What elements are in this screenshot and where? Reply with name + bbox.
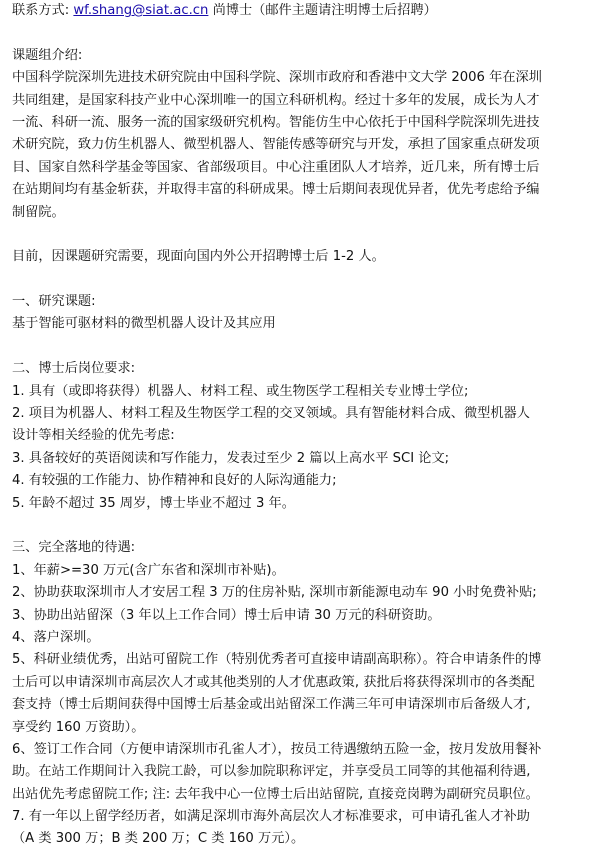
requirement-item: 设计等相关经验的优先考虑:: [12, 428, 175, 444]
benefit-item: 6、签订工作合同（方便申请深圳市孔雀人才），按员工待遇缴纳五险一金，按月发放用餐补: [12, 741, 542, 757]
benefit-item: 士后可以申请深圳市高层次人才或其他类别的人才优惠政策, 获批后将获得深圳市的各类配: [12, 674, 535, 690]
contact-suffix: 尚博士（邮件主题请注明博士后招聘）: [208, 3, 437, 18]
benefit-item: 5、科研业绩优秀，出站可留院工作（特别优秀者可直接申请副高职称）。符合申请条件的博: [12, 652, 542, 668]
spacer: [12, 515, 606, 537]
intro-line: 中国科学院深圳先进技术研究院由中国科学院、深圳市政府和香港中文大学 2006 年在深圳: [12, 70, 542, 86]
intro-line: 共同组建，是国家科技产业中心深圳唯一的国立科研机构。经过十多年的发展，成长为人才: [12, 92, 540, 108]
benefit-item: 助。在站工作期间计入我院工龄，可以参加院职称评定，并享受员工同等的其他福利待遇,: [12, 764, 531, 780]
requirement-item: 2. 项目为机器人、材料工程及生物医学工程的交叉领域。具有智能材料合成、微型机器人: [12, 406, 530, 422]
contact-prefix: 联系方式:: [12, 3, 74, 18]
topic-heading: 一、研究课题:: [12, 294, 96, 310]
requirement-item: 4. 有较强的工作能力、协作精神和良好的人际沟通能力;: [12, 473, 337, 489]
benefit-item: 出站优先考虑留院工作; 注: 去年我中心一位博士后出站留院, 直接竞岗聘为副研究员职位。: [12, 786, 539, 802]
benefit-item: 享受约 160 万资助）。: [12, 719, 145, 735]
intro-line: 制留院。: [12, 204, 65, 220]
benefits-heading: 三、完全落地的待遇:: [12, 540, 136, 556]
intro-line: 目、国家自然科学基金等国家、省部级项目。中心注重团队人才培养，近几来，所有博士后: [12, 159, 540, 175]
spacer: [12, 22, 606, 44]
intro-heading: 课题组介绍:: [12, 47, 83, 63]
topic-line: 基于智能可驱材料的微型机器人设计及其应用: [12, 316, 276, 332]
requirement-item: 5. 年龄不超过 35 周岁，博士毕业不超过 3 年。: [12, 495, 295, 511]
spacer: [12, 224, 606, 246]
contact-line: [12, 0, 606, 22]
spacer: [12, 269, 606, 291]
benefit-item: 套支持（博士后期间获得中国博士后基金或出站留深工作满三年可申请深圳市后备级人才,: [12, 697, 531, 713]
benefit-item: 7. 有一年以上留学经历者，如满足深圳市海外高层次人才标准要求，可申请孔雀人才补助: [12, 809, 530, 825]
recruit-line: 目前，因课题研究需要，现面向国内外公开招聘博士后 1-2 人。: [12, 249, 385, 265]
benefit-item: 3、协助出站留深（3 年以上工作合同）博士后申请 30 万元的科研资助。: [12, 607, 441, 623]
spacer: [12, 336, 606, 358]
intro-line: 在站期间均有基金斩获，并取得丰富的科研成果。博士后期间表现优异者，优先考虑给予编: [12, 182, 540, 198]
intro-line: 术研究院，致力仿生机器人、微型机器人、智能传感等研究与开发，承担了国家重点研发项: [12, 137, 540, 153]
benefit-item: 4、落户深圳。: [12, 629, 100, 645]
email-link[interactable]: wf.shang@siat.ac.cn: [73, 3, 209, 18]
requirements-heading: 二、博士后岗位要求:: [12, 361, 136, 377]
intro-line: 一流、科研一流、服务一流的国家级研究机构。智能仿生中心依托于中国科学院深圳先进技: [12, 114, 540, 130]
benefit-item: （A 类 300 万；B 类 200 万；C 类 160 万元）。: [12, 831, 305, 847]
benefit-item: 1、年薪>=30 万元(含广东省和深圳市补贴)。: [12, 562, 285, 578]
requirement-item: 1. 具有（或即将获得）机器人、材料工程、或生物医学工程相关专业博士学位;: [12, 383, 469, 399]
benefit-item: 2、协助获取深圳市人才安居工程 3 万的住房补贴, 深圳市新能源电动车 90 小时免费补贴;: [12, 585, 537, 601]
requirement-item: 3. 具备较好的英语阅读和写作能力，发表过至少 2 篇以上高水平 SCI 论文;: [12, 450, 450, 466]
